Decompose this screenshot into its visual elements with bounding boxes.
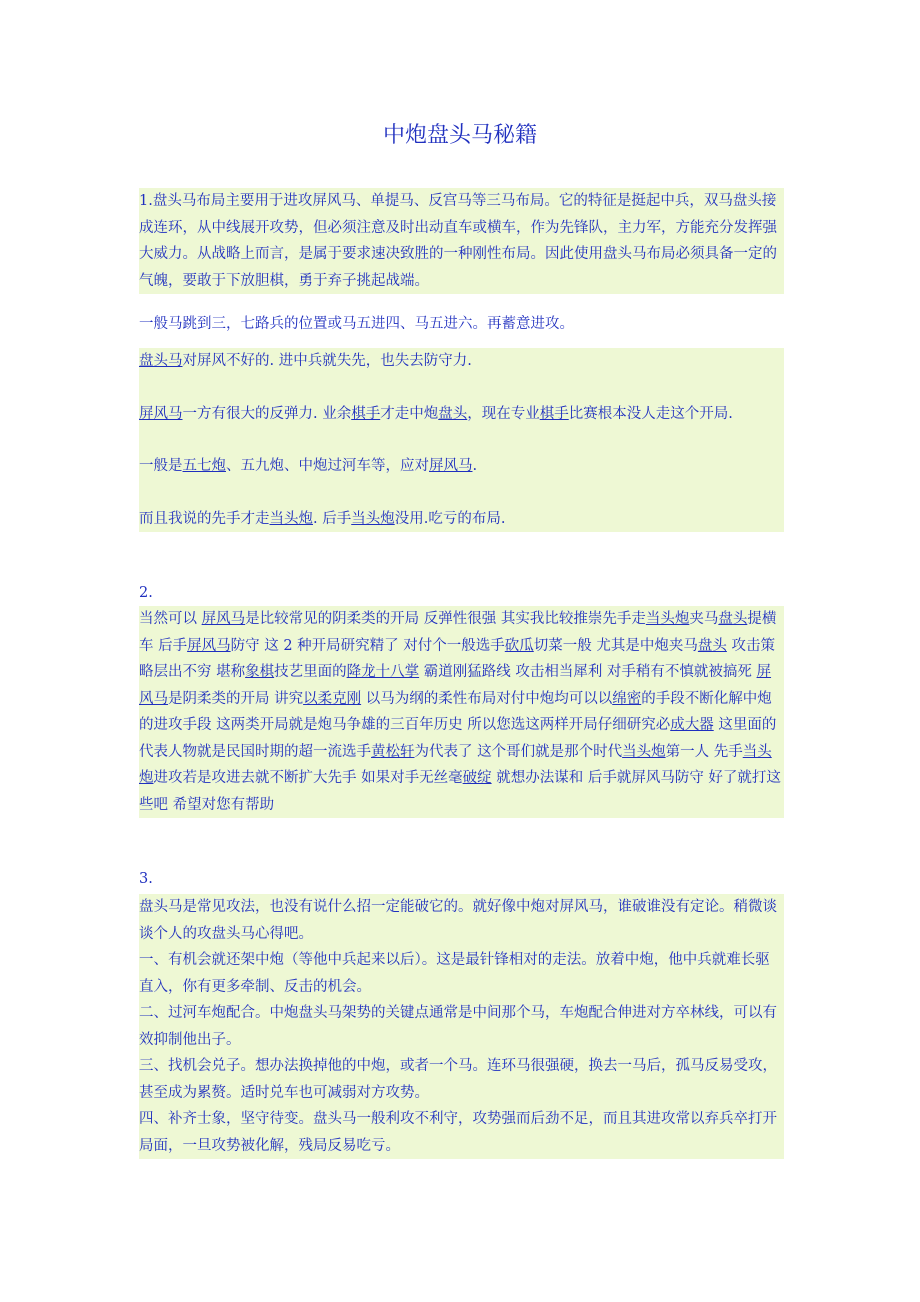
answer-line-2: [139, 401, 784, 428]
keyword-link[interactable]: 黄松轩: [371, 743, 415, 760]
answer-block-3: [139, 894, 784, 1159]
text-span: 这里面的代表人物就是民国时期的超一流选手: [139, 717, 777, 760]
text-span: 比赛根本没人走这个开局.: [568, 405, 733, 422]
text-span: 霸道刚猛路线 攻击相当犀利 对手稍有不慎就被搞死: [419, 664, 757, 680]
keyword-link[interactable]: 绵密: [612, 690, 642, 707]
text-span: 进攻若是攻进去就不断扩大先手 如果对手无丝毫: [153, 770, 463, 786]
answer-block-2: [139, 606, 784, 818]
spacer: [139, 427, 784, 453]
text-span: 一般是: [139, 458, 183, 474]
keyword-link[interactable]: 盘头: [697, 637, 727, 654]
section-number: 2.: [139, 585, 153, 601]
document-title: 中炮盘头马秘籍: [382, 123, 537, 148]
keyword-link[interactable]: 屏风马: [429, 458, 473, 474]
spacer: [139, 375, 784, 401]
paragraph-text: 盘头马是常见攻法，也没有说什么招一定能破它的。就好像中炮对屏风马，谁破谁没有定论。稍微谈谈个人的攻盘头马心得吧。: [139, 899, 777, 942]
paragraph-text: 一、有机会就还架中炮（等他中兵起来以后）。这是最针锋相对的走法。放着中炮，他中兵就难长驱直入，你有更多牵制、反击的机会。: [139, 952, 770, 995]
keyword-link[interactable]: 降龙十八掌: [346, 664, 420, 680]
keyword-link[interactable]: 成大器: [670, 717, 714, 733]
paragraph-text: 四、补齐士象，坚守待变。盘头马一般利攻不利守，攻势强而后劲不足，而且其进攻常以弃兵卒打开局面，一旦攻势被化解，残局反易吃亏。: [139, 1111, 777, 1154]
text-span: 切菜一般 尤其是中炮夹马: [533, 637, 698, 654]
text-span: 是比较常见的阴柔类的开局 反弹性很强 其实我比较推崇先手走: [245, 611, 646, 627]
section-number: 3.: [139, 871, 153, 887]
keyword-link[interactable]: 棋手: [539, 405, 569, 422]
answer-line-3: [139, 453, 784, 480]
answer-paragraph: [139, 606, 784, 818]
text-span: .: [472, 458, 478, 474]
text-span: 夹马: [689, 611, 719, 627]
keyword-link[interactable]: 屏风马: [201, 611, 246, 627]
text-span: 而且我说的先手才走: [139, 510, 270, 527]
keyword-link[interactable]: 盘头: [718, 611, 748, 627]
text-span: 一方有很大的反弹力. 业余: [182, 405, 352, 422]
keyword-link[interactable]: 盘头马: [139, 353, 183, 369]
text-span: 没用.吃亏的布局.: [394, 510, 506, 527]
keyword-link[interactable]: 屏风马: [139, 405, 183, 422]
text-span: 为代表了 这个哥们就是那个时代: [414, 743, 623, 760]
keyword-link[interactable]: 当头炮: [351, 510, 395, 527]
paragraph-text: 二、过河车炮配合。中炮盘头马架势的关键点通常是中间那个马，车炮配合伸进对方卒林线，可以有效抑制他出子。: [139, 1005, 777, 1048]
keyword-link[interactable]: 屏风马: [139, 664, 772, 707]
text-span: ，现在专业: [467, 405, 540, 422]
section-1-note: [139, 311, 784, 338]
keyword-link[interactable]: 当头炮: [269, 510, 313, 527]
keyword-link[interactable]: 象棋: [245, 664, 275, 680]
spacer: [139, 480, 784, 506]
keyword-link[interactable]: 破绽: [462, 770, 492, 786]
section-1-paragraph: [139, 188, 784, 294]
text-span: 对屏风不好的. 进中兵就失先，也失去防守力.: [182, 353, 472, 369]
keyword-link[interactable]: 五七炮: [182, 458, 226, 474]
text-span: 才走中炮: [380, 405, 439, 422]
answer-line-1: [139, 348, 784, 375]
answer-block-1: [139, 348, 784, 532]
text-span: 提横车 后手: [139, 611, 777, 654]
keyword-link[interactable]: 砍瓜: [504, 637, 534, 654]
keyword-link[interactable]: 屏风马: [187, 637, 231, 654]
section-3-number: [139, 866, 784, 893]
paragraph-text: 1.盘头马布局主要用于进攻屏风马、单提马、反宫马等三马布局。它的特征是挺起中兵，双马盘头接成连环，从中线展开攻势，但必须注意及时出动直车或横车，作为先锋队，主力军，方能充分发挥强大威力。从战略上而言，是属于要求速决致胜的一种刚性布局。因此使用盘头马布局必须具备一定的气魄，要敢于下放胆棋，勇于弃子挑起战端。: [139, 193, 777, 289]
answer-line-4: [139, 506, 784, 533]
text-span: 、五九炮、中炮过河车等，应对: [226, 458, 429, 474]
section-2-number: [139, 580, 784, 607]
text-span: 以马为纲的柔性布局对付中炮均可以以: [361, 690, 613, 707]
text-span: 第一人 先手: [665, 743, 743, 760]
text-span: 是阴柔类的开局 讲究: [168, 690, 304, 707]
text-span: 攻击策略层出不穷 堪称: [139, 637, 775, 680]
text-span: . 后手: [313, 510, 352, 527]
keyword-link[interactable]: 棋手: [351, 405, 381, 422]
text-span: 就想办法谋和 后手就屏风马防守 好了就打这些吧 希望对您有帮助: [139, 770, 781, 813]
keyword-link[interactable]: 当头炮: [139, 743, 772, 786]
paragraph-text: 一般马跳到三，七路兵的位置或马五进四、马五进六。再蓄意进攻。: [139, 316, 574, 332]
paragraph-text: 三、找机会兑子。想办法换掉他的中炮，或者一个马。连环马很强硬，换去一马后，孤马反易受攻，甚至成为累赘。适时兑车也可减弱对方攻势。: [139, 1058, 777, 1101]
text-span: 防守 这 2 种开局研究精了 对付个一般选手: [230, 637, 505, 654]
text-span: 技艺里面的: [274, 664, 347, 680]
text-span: 当然可以: [139, 611, 202, 627]
keyword-link[interactable]: 当头炮: [645, 611, 690, 627]
keyword-link[interactable]: 当头炮: [622, 743, 666, 760]
keyword-link[interactable]: 以柔克刚: [303, 690, 362, 707]
keyword-link[interactable]: 盘头: [438, 405, 468, 422]
text-span: 的手段不断化解中炮的进攻手段 这两类开局就是炮马争雄的三百年历史 所以您选这两样开局仔细研究必: [139, 690, 772, 733]
